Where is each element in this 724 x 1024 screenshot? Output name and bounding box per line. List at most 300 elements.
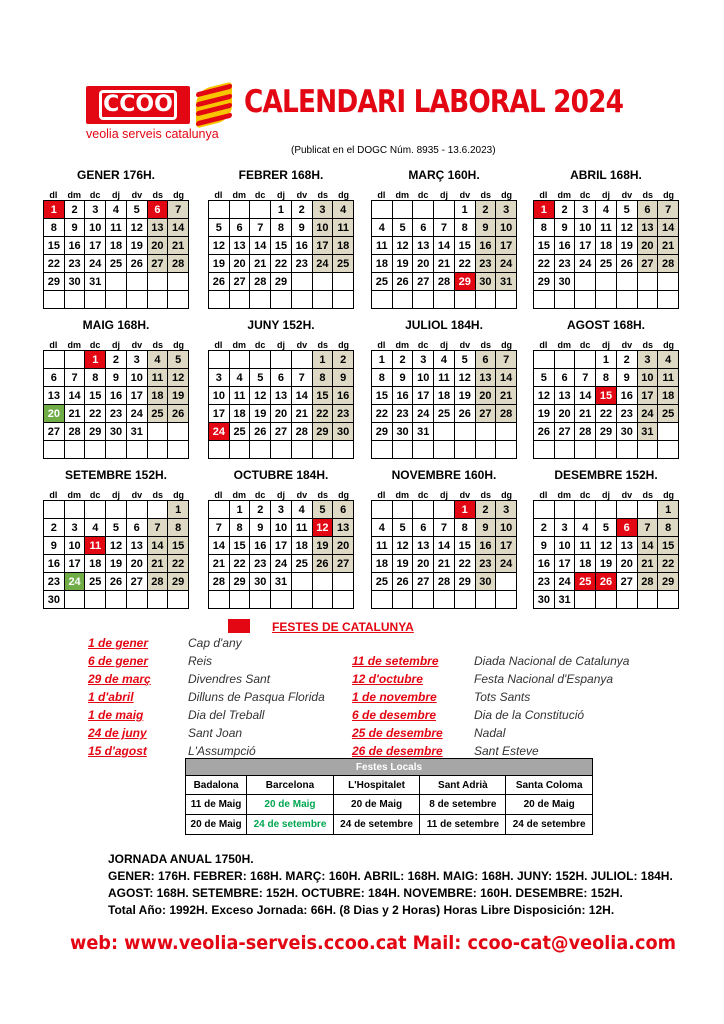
day-cell: 30: [617, 423, 638, 441]
empty-day-cell: [596, 501, 617, 519]
empty-day-cell: [496, 573, 517, 591]
day-cell: 17: [638, 387, 659, 405]
weekday-header: [533, 340, 679, 350]
day-cell: 18: [292, 537, 313, 555]
day-cell: 20: [333, 537, 354, 555]
empty-day-cell: [230, 441, 251, 459]
day-cell: 12: [393, 537, 414, 555]
month-title: AGOST 168H.: [566, 318, 646, 332]
empty-day-cell: [372, 441, 393, 459]
day-cell: 13: [44, 387, 65, 405]
day-cell: 20: [617, 555, 638, 573]
contact-line: web: www.veolia-serveis.ccoo.cat Mail: ccoo-cat@veolia.com: [70, 932, 677, 954]
day-cell: 26: [534, 423, 555, 441]
day-cell: 18: [372, 255, 393, 273]
day-cell: 4: [596, 201, 617, 219]
empty-day-cell: [209, 291, 230, 309]
empty-day-cell: [148, 441, 169, 459]
holiday-date: 29 de març: [88, 672, 151, 686]
holiday-name: Diada Nacional de Catalunya: [474, 654, 630, 668]
day-cell: 9: [292, 219, 313, 237]
empty-day-cell: [393, 591, 414, 609]
day-cell: 19: [250, 405, 271, 423]
empty-day-cell: [313, 573, 334, 591]
day-cell: 10: [271, 519, 292, 537]
day-cell: 3: [313, 201, 334, 219]
weekday-label: dg: [173, 340, 185, 350]
weekday-header: [371, 490, 517, 500]
empty-day-cell: [617, 591, 638, 609]
day-grid: [208, 500, 354, 609]
empty-day-cell: [575, 501, 596, 519]
day-cell: 2: [292, 201, 313, 219]
day-cell: 18: [372, 555, 393, 573]
empty-day-cell: [44, 501, 65, 519]
day-cell: 29: [85, 423, 106, 441]
empty-day-cell: [476, 441, 497, 459]
empty-day-cell: [333, 441, 354, 459]
day-cell: 3: [575, 201, 596, 219]
day-cell: 27: [127, 573, 148, 591]
weekday-label: dg: [501, 190, 513, 200]
empty-day-cell: [372, 201, 393, 219]
weekday-label: dl: [49, 190, 58, 200]
day-cell: 19: [106, 555, 127, 573]
empty-day-cell: [292, 573, 313, 591]
month-calendar: [371, 468, 517, 609]
day-cell: 16: [555, 237, 576, 255]
month-title: OCTUBRE 184H.: [233, 468, 329, 482]
day-cell: 18: [230, 405, 251, 423]
day-cell: 23: [617, 405, 638, 423]
holiday-name: Tots Sants: [474, 690, 531, 704]
empty-day-cell: [85, 441, 106, 459]
day-cell: 8: [44, 219, 65, 237]
holiday-name: Nadal: [474, 726, 506, 740]
day-cell: 29: [271, 273, 292, 291]
empty-day-cell: [127, 291, 148, 309]
day-cell: 1: [313, 351, 334, 369]
day-cell: 5: [617, 201, 638, 219]
day-cell: 27: [148, 255, 169, 273]
day-cell: 5: [393, 519, 414, 537]
empty-day-cell: [413, 201, 434, 219]
weekday-label: ds: [642, 490, 653, 500]
empty-day-cell: [434, 291, 455, 309]
day-cell: 19: [534, 405, 555, 423]
weekday-header: [371, 340, 517, 350]
day-cell: 21: [209, 555, 230, 573]
empty-day-cell: [271, 291, 292, 309]
day-cell: 23: [333, 405, 354, 423]
day-cell: 14: [65, 387, 86, 405]
day-cell: 21: [148, 555, 169, 573]
empty-day-cell: [168, 441, 189, 459]
day-cell: 17: [65, 555, 86, 573]
empty-day-cell: [596, 273, 617, 291]
day-cell: 31: [555, 591, 576, 609]
empty-day-cell: [413, 291, 434, 309]
day-cell: 4: [575, 519, 596, 537]
holiday-name: Dilluns de Pasqua Florida: [188, 690, 325, 704]
day-cell: 26: [617, 255, 638, 273]
day-cell: 11: [333, 219, 354, 237]
day-cell: 23: [476, 555, 497, 573]
day-cell: 10: [496, 519, 517, 537]
day-cell: 21: [434, 555, 455, 573]
weekday-label: ds: [317, 340, 328, 350]
weekday-label: dg: [663, 190, 675, 200]
weekday-label: dv: [131, 340, 143, 350]
table-cell: 24 de setembre: [506, 815, 593, 835]
annual-totals: Total Año: 1992H. Exceso Jornada: 66H. (8 Dias y 2 Horas) Horas Libre Disposición: 12H.: [108, 903, 615, 917]
day-cell: 19: [596, 555, 617, 573]
day-cell: 8: [534, 219, 555, 237]
empty-day-cell: [555, 351, 576, 369]
holiday-date: 1 de gener: [88, 636, 149, 650]
day-cell: 23: [292, 255, 313, 273]
month-calendar: [533, 468, 679, 609]
day-cell: 7: [658, 201, 679, 219]
empty-day-cell: [230, 591, 251, 609]
weekday-label: dc: [417, 340, 429, 350]
weekday-label: dv: [296, 190, 308, 200]
weekday-label: dv: [131, 490, 143, 500]
day-cell: 29: [596, 423, 617, 441]
day-cell: 2: [476, 501, 497, 519]
weekday-label: dl: [539, 490, 548, 500]
empty-day-cell: [65, 501, 86, 519]
weekday-label: dm: [232, 190, 247, 200]
day-cell: 1: [455, 501, 476, 519]
day-cell: 17: [127, 387, 148, 405]
day-cell: 19: [209, 255, 230, 273]
day-cell: 29: [455, 273, 476, 291]
empty-day-cell: [658, 273, 679, 291]
empty-day-cell: [575, 351, 596, 369]
weekday-label: dj: [276, 340, 285, 350]
empty-day-cell: [106, 273, 127, 291]
day-cell: 6: [638, 201, 659, 219]
day-cell: 15: [230, 537, 251, 555]
day-cell: 30: [65, 273, 86, 291]
weekday-label: dg: [173, 190, 185, 200]
weekday-label: dm: [557, 340, 572, 350]
day-cell: 7: [168, 201, 189, 219]
empty-day-cell: [271, 591, 292, 609]
day-cell: 28: [148, 573, 169, 591]
day-cell: 15: [658, 537, 679, 555]
empty-day-cell: [638, 291, 659, 309]
day-cell: 7: [148, 519, 169, 537]
day-cell: 16: [476, 537, 497, 555]
month-calendar: [208, 318, 354, 459]
day-cell: 26: [393, 273, 414, 291]
day-cell: 10: [127, 369, 148, 387]
weekday-label: dv: [131, 190, 143, 200]
day-cell: 30: [44, 591, 65, 609]
table-row: [186, 815, 593, 835]
weekday-label: ds: [480, 190, 491, 200]
empty-day-cell: [230, 291, 251, 309]
empty-day-cell: [148, 273, 169, 291]
day-cell: 29: [230, 573, 251, 591]
column-header: Santa Coloma: [506, 776, 593, 795]
empty-day-cell: [168, 273, 189, 291]
day-cell: 14: [148, 537, 169, 555]
weekday-label: dm: [557, 490, 572, 500]
day-cell: 15: [455, 237, 476, 255]
day-grid: [208, 200, 354, 309]
day-cell: 4: [230, 369, 251, 387]
empty-day-cell: [555, 501, 576, 519]
day-cell: 10: [313, 219, 334, 237]
day-cell: 23: [44, 573, 65, 591]
day-cell: 22: [455, 555, 476, 573]
empty-day-cell: [638, 591, 659, 609]
empty-day-cell: [434, 591, 455, 609]
day-cell: 16: [476, 237, 497, 255]
day-cell: 19: [313, 537, 334, 555]
holiday-date: 12 d'octubre: [352, 672, 423, 686]
empty-day-cell: [292, 441, 313, 459]
day-cell: 4: [106, 201, 127, 219]
day-cell: 15: [44, 237, 65, 255]
local-holidays-table: [185, 758, 593, 835]
table-cell: 11 de setembre: [420, 815, 506, 835]
day-cell: 6: [476, 351, 497, 369]
empty-day-cell: [393, 441, 414, 459]
day-cell: 22: [85, 405, 106, 423]
weekday-header: [43, 190, 189, 200]
empty-day-cell: [127, 591, 148, 609]
month-title: ABRIL 168H.: [570, 168, 642, 182]
day-cell: 21: [434, 255, 455, 273]
day-cell: 14: [575, 387, 596, 405]
weekday-label: dm: [395, 340, 410, 350]
day-cell: 27: [333, 555, 354, 573]
day-cell: 31: [85, 273, 106, 291]
empty-day-cell: [44, 441, 65, 459]
day-cell: 15: [455, 537, 476, 555]
day-cell: 17: [555, 555, 576, 573]
day-cell: 26: [168, 405, 189, 423]
table-cell: 24 de setembre: [333, 815, 420, 835]
empty-day-cell: [434, 501, 455, 519]
empty-day-cell: [313, 591, 334, 609]
holiday-name: Festa Nacional d'Espanya: [474, 672, 614, 686]
empty-day-cell: [230, 351, 251, 369]
empty-day-cell: [127, 501, 148, 519]
day-cell: 22: [658, 555, 679, 573]
day-cell: 26: [209, 273, 230, 291]
weekday-label: dv: [621, 490, 633, 500]
empty-day-cell: [313, 291, 334, 309]
empty-day-cell: [250, 291, 271, 309]
day-cell: 12: [106, 537, 127, 555]
day-cell: 14: [250, 237, 271, 255]
holiday-name: Reis: [188, 654, 213, 668]
ccoo-logo: [86, 86, 234, 141]
weekday-label: dv: [296, 490, 308, 500]
day-cell: 11: [85, 537, 106, 555]
day-cell: 18: [596, 237, 617, 255]
day-cell: 16: [250, 537, 271, 555]
weekday-label: dv: [459, 490, 471, 500]
day-cell: 9: [250, 519, 271, 537]
day-cell: 22: [230, 555, 251, 573]
weekday-label: dm: [67, 190, 82, 200]
day-cell: 27: [638, 255, 659, 273]
day-grid: [208, 350, 354, 459]
day-cell: 2: [44, 519, 65, 537]
day-cell: 22: [372, 405, 393, 423]
day-cell: 15: [313, 387, 334, 405]
day-cell: 8: [455, 219, 476, 237]
day-cell: 4: [372, 519, 393, 537]
weekday-label: dl: [214, 340, 223, 350]
holiday-date: 1 d'abril: [88, 690, 134, 704]
day-cell: 8: [168, 519, 189, 537]
weekday-label: dj: [439, 190, 448, 200]
day-cell: 21: [250, 255, 271, 273]
weekday-header: [371, 190, 517, 200]
weekday-label: dc: [89, 490, 101, 500]
holiday-date: 25 de desembre: [352, 726, 443, 740]
weekday-label: dj: [111, 340, 120, 350]
day-cell: 13: [476, 369, 497, 387]
day-cell: 10: [85, 219, 106, 237]
day-cell: 15: [271, 237, 292, 255]
day-cell: 3: [555, 519, 576, 537]
day-cell: 12: [250, 387, 271, 405]
day-cell: 4: [148, 351, 169, 369]
day-cell: 19: [393, 555, 414, 573]
day-cell: 15: [372, 387, 393, 405]
weekday-label: dc: [417, 190, 429, 200]
publication-note: (Publicat en el DOGC Núm. 8935 - 13.6.2023): [291, 145, 496, 156]
day-cell: 17: [413, 387, 434, 405]
day-cell: 25: [434, 405, 455, 423]
day-cell: 3: [413, 351, 434, 369]
weekday-label: dl: [377, 490, 386, 500]
month-title: NOVEMBRE 160H.: [391, 468, 497, 482]
holiday-name: Cap d'any: [188, 636, 242, 650]
empty-day-cell: [534, 501, 555, 519]
empty-day-cell: [250, 591, 271, 609]
day-cell: 9: [534, 537, 555, 555]
empty-day-cell: [372, 501, 393, 519]
day-cell: 25: [148, 405, 169, 423]
day-cell: 20: [476, 387, 497, 405]
day-cell: 24: [555, 573, 576, 591]
table-cell: 24 de setembre: [247, 815, 334, 835]
empty-day-cell: [65, 291, 86, 309]
day-cell: 4: [434, 351, 455, 369]
empty-day-cell: [455, 291, 476, 309]
day-cell: 24: [65, 573, 86, 591]
weekday-header: [43, 340, 189, 350]
day-cell: 21: [292, 405, 313, 423]
day-cell: 20: [230, 255, 251, 273]
monthly-hours-line-2: AGOST: 168H. SETEMBRE: 152H. OCTUBRE: 184H. NOVEMBRE: 160H. DESEMBRE: 152H.: [108, 886, 623, 900]
empty-day-cell: [148, 591, 169, 609]
weekday-label: ds: [152, 490, 163, 500]
day-cell: 13: [148, 219, 169, 237]
empty-day-cell: [209, 201, 230, 219]
column-header: Badalona: [186, 776, 247, 795]
day-cell: 9: [393, 369, 414, 387]
weekday-label: dj: [276, 190, 285, 200]
day-cell: 6: [127, 519, 148, 537]
day-cell: 29: [44, 273, 65, 291]
day-cell: 7: [496, 351, 517, 369]
empty-day-cell: [638, 441, 659, 459]
day-cell: 25: [230, 423, 251, 441]
day-cell: 10: [555, 537, 576, 555]
day-cell: 26: [127, 255, 148, 273]
day-cell: 6: [333, 501, 354, 519]
day-cell: 26: [393, 573, 414, 591]
day-cell: 16: [333, 387, 354, 405]
day-cell: 18: [85, 555, 106, 573]
day-cell: 23: [106, 405, 127, 423]
holiday-name: Sant Esteve: [474, 744, 539, 758]
weekday-label: dj: [276, 490, 285, 500]
empty-day-cell: [372, 591, 393, 609]
day-cell: 11: [658, 369, 679, 387]
table-cell: 20 de Maig: [186, 815, 247, 835]
holiday-name: Sant Joan: [188, 726, 243, 740]
day-cell: 6: [230, 219, 251, 237]
empty-day-cell: [106, 441, 127, 459]
weekday-label: ds: [317, 490, 328, 500]
empty-day-cell: [250, 201, 271, 219]
day-cell: 25: [596, 255, 617, 273]
day-cell: 26: [596, 573, 617, 591]
day-cell: 1: [658, 501, 679, 519]
day-cell: 4: [658, 351, 679, 369]
day-cell: 6: [413, 519, 434, 537]
weekday-label: dc: [254, 490, 266, 500]
day-cell: 28: [168, 255, 189, 273]
holiday-date: 6 de desembre: [352, 708, 437, 722]
empty-day-cell: [658, 441, 679, 459]
empty-day-cell: [617, 441, 638, 459]
day-cell: 12: [209, 237, 230, 255]
day-grid: [43, 200, 189, 309]
empty-day-cell: [534, 351, 555, 369]
weekday-label: dv: [459, 340, 471, 350]
day-cell: 13: [638, 219, 659, 237]
empty-day-cell: [496, 423, 517, 441]
day-cell: 1: [168, 501, 189, 519]
day-cell: 19: [455, 387, 476, 405]
day-cell: 13: [555, 387, 576, 405]
weekday-label: dl: [214, 190, 223, 200]
day-cell: 27: [617, 573, 638, 591]
day-cell: 14: [658, 219, 679, 237]
day-cell: 19: [617, 237, 638, 255]
day-cell: 5: [209, 219, 230, 237]
day-cell: 13: [413, 237, 434, 255]
day-cell: 12: [127, 219, 148, 237]
weekday-label: ds: [642, 340, 653, 350]
empty-day-cell: [413, 591, 434, 609]
empty-day-cell: [313, 273, 334, 291]
day-cell: 4: [292, 501, 313, 519]
day-cell: 9: [476, 219, 497, 237]
